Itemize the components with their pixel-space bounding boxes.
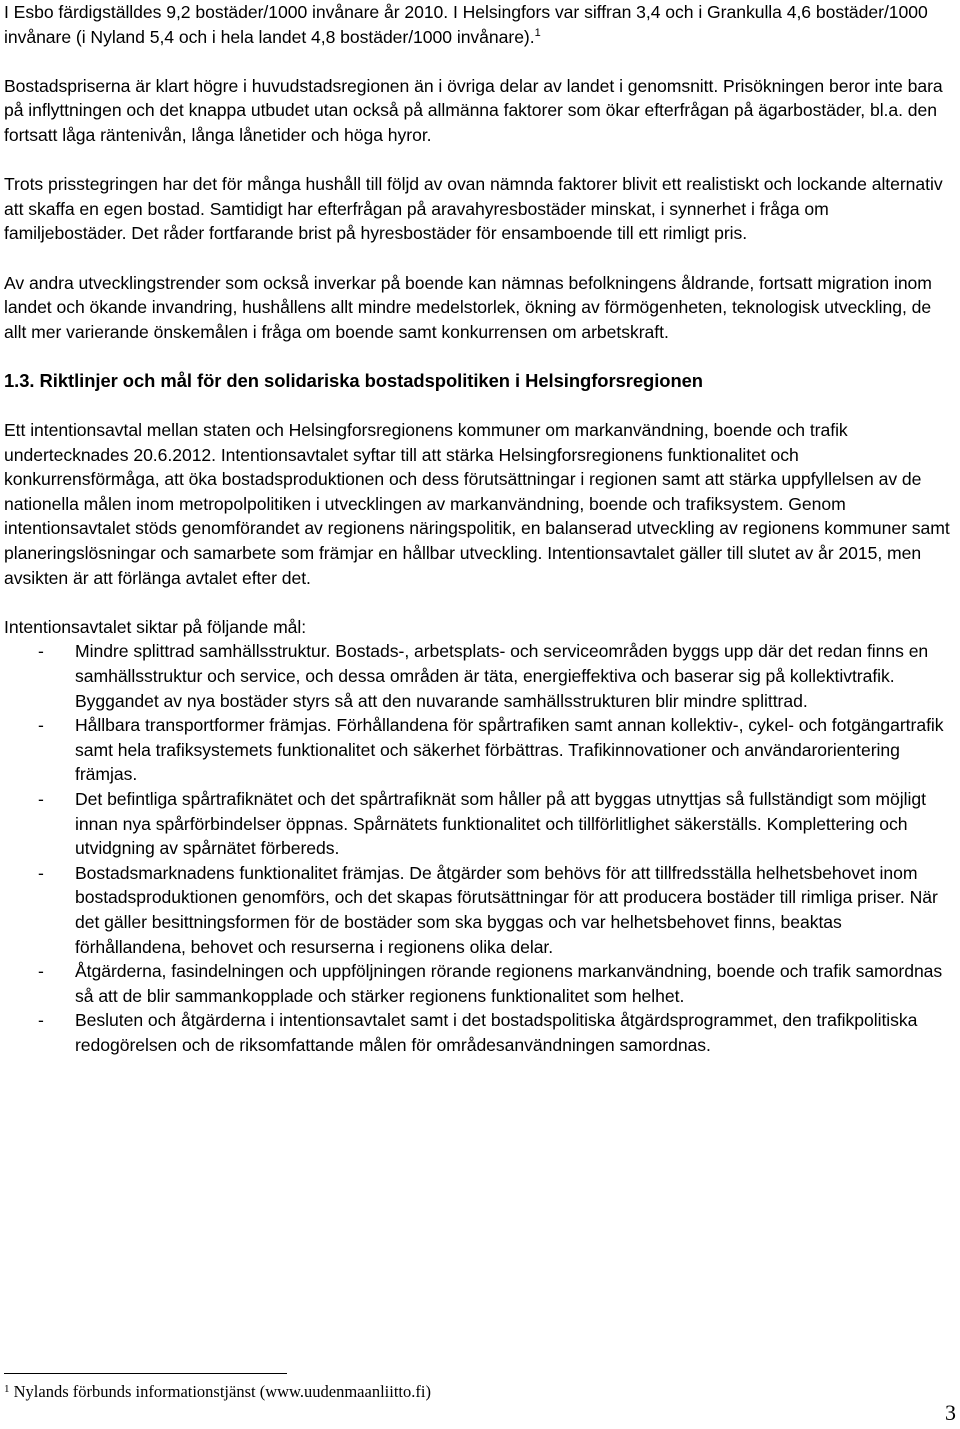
- list-dash: -: [38, 1010, 44, 1031]
- goal-item: [4, 861, 954, 959]
- goal-text: Åtgärderna, fasindelningen och uppföljningen rörande regionens markanvändning, boende och trafik samordnas så att de blir sammankopplade och stärker regionens funktionalitet som helhet.: [75, 961, 943, 1006]
- list-dash: -: [38, 715, 44, 736]
- goal-text: Mindre splittrad samhällsstruktur. Bostads-, arbetsplats- och serviceområden byggs upp där det redan finns en samhällsstruktur och service, och dessa områden är täta, energieffektiva och baserar sig på kollektivtrafik. Byggandet av nya bostäder styrs så att den nuvarande samhällsstrukturen blir mindre splittrad.: [75, 641, 929, 711]
- page-number: 3: [945, 1400, 956, 1425]
- list-dash: -: [38, 641, 44, 662]
- footnote-divider: [4, 1373, 287, 1374]
- footnote-text: Nylands förbunds informationstjänst (www.uudenmaanliitto.fi): [13, 1382, 431, 1401]
- paragraph-intention-agreement: Ett intentionsavtal mellan staten och Helsingforsregionens kommuner om markanvändning, boende och trafik undertecknades 20.6.2012. Intentionsavtalet syftar till att stärka Helsingforsregionens funktionalitet och konkurrensförmåga, att öka bostadsproduktionen och dess förutsättningar i regionen samt att stärka uppfyllelsen av de nationella målen inom metropolpolitiken i utvecklingen av markanvändning, boende och trafiksystem. Genom intentionsavtalet stöds genomförandet av regionens näringspolitik, en balanserad utveckling av regionens kommuner samt planeringslösningar och samarbete som främjar en hållbar utveckling. Intentionsavtalet gäller till slutet av år 2015, men avsikten är att förlänga avtalet efter det.: [4, 420, 950, 588]
- goal-item: [4, 713, 954, 787]
- goals-intro: Intentionsavtalet siktar på följande mål:: [4, 616, 307, 637]
- paragraph-development-trends: Av andra utvecklingstrender som också inverkar på boende kan nämnas befolkningens åldrande, fortsatt migration inom landet och ökande invandring, hushållens allt mindre medelstorlek, ökning av förmögenheten, teknologisk utveckling, de allt mer varierande önskemålen i fråga om boende samt konkurrensen om arbetskraft.: [4, 272, 932, 342]
- list-dash: -: [38, 862, 44, 883]
- goal-text: Det befintliga spårtrafiknätet och det spårtrafiknät som håller på att byggas utnyttjas så fullständigt som möjligt innan nya spårförbindelser öppnas. Spårnätets funktionalitet och tillförlitlighet säkerställs. Komplettering och utvidgning av spårnätet förbereds.: [75, 789, 926, 859]
- goal-item: [4, 959, 954, 1008]
- footnote-number: 1: [4, 1383, 10, 1395]
- section-heading: 1.3. Riktlinjer och mål för den solidariska bostadspolitiken i Helsingforsregionen: [4, 369, 703, 391]
- list-dash: -: [38, 961, 44, 982]
- goal-item: [4, 787, 954, 861]
- goal-text: Hållbara transportformer främjas. Förhållandena för spårtrafiken samt annan kollektiv-, cykel- och fotgängartrafik samt hela trafiksystemets funktionalitet och säkerhet förbättras. Trafikinnovationer och användarorientering främjas.: [75, 715, 944, 785]
- list-dash: -: [38, 789, 44, 809]
- paragraph-housing-prices: Bostadspriserna är klart högre i huvudstadsregionen än i övriga delar av landet i genomsnitt. Prisökningen beror inte bara på inflyttningen och det knappa utbudet utan också på allmänna faktorer som ökar efterfrågan på ägarbostäder, bl.a. den fortsatt låga räntenivån, långa lånetider och höga hyror.: [4, 75, 943, 145]
- goal-item: [4, 639, 954, 713]
- goal-item: [4, 1008, 954, 1057]
- goal-text: Besluten och åtgärderna i intentionsavtalet samt i det bostadspolitiska åtgärdsprogrammet, den trafikpolitiska redogörelsen och de riksomfattande målen för områdesanvändningen samordnas.: [75, 1010, 918, 1055]
- footnote-reference: 1: [534, 26, 541, 39]
- document-body: [4, 0, 954, 1058]
- paragraph-housing-completions: [4, 0, 954, 49]
- goals-list: [4, 639, 954, 1057]
- goal-text: Bostadsmarknadens funktionalitet främjas. De åtgärder som behövs för att tillfredsställa helhetsbehovet inom bostadsproduktionen genomförs, och det skapas förutsättningar för att producera bostäder till rimliga priser. När det gäller besittningsformen för de bostäder som ska byggas och var helhetsbehovet finns, beaktas förhållandena, behovet och resurserna i regionens olika delar.: [75, 862, 938, 957]
- paragraph-text: I Esbo färdigställdes 9,2 bostäder/1000 invånare år 2010. I Helsingfors var siffran 3,4 och i Grankulla 4,6 bostäder/1000 invånare (i Nyland 5,4 och i hela landet 4,8 bostäder/1000 invånare).: [4, 2, 928, 47]
- paragraph-price-increase: Trots prisstegringen har det för många hushåll till följd av ovan nämnda faktorer blivit ett realistiskt och lockande alternativ att skaffa en egen bostad. Samtidigt har efterfrågan på aravahyresbostäder minskat, i synnerhet i fråga om familjebostäder. Det råder fortfarande brist på hyresbostäder för ensamboende till ett rimligt pris.: [4, 174, 943, 244]
- footnote: [4, 1382, 431, 1402]
